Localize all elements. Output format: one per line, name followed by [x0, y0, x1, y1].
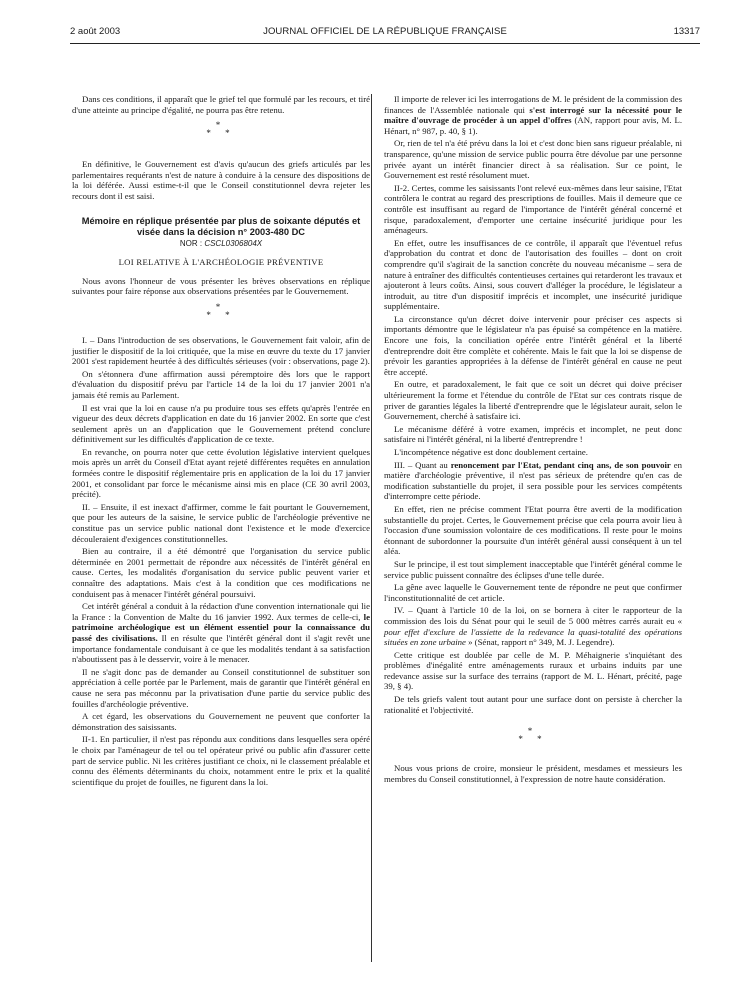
paragraph	[384, 94, 682, 136]
paragraph	[384, 460, 682, 502]
text-run: Il en résulte que l'intérêt général dont il s'agit revêt une importance fondamentale conduisant à ce que les modalités tendant à sa satisfaction n'aboutissent pas à le desservir, voire à le menacer.	[72, 632, 370, 665]
paragraph: De tels griefs valent tout autant pour une surface dont on persiste à chercher la rationalité et l'objectivité.	[384, 694, 682, 715]
paragraph: Or, rien de tel n'a été prévu dans la loi et c'est donc bien sans rigueur préalable, ni transparence, qu'une mission de service public pourra être dévolue par une personne privée ayant un intérêt financier direct à sa réalisation. Sur ce point, le Gouvernement est resté résolument muet.	[384, 138, 682, 181]
paragraph	[72, 601, 370, 665]
law-title: LOI RELATIVE À L'ARCHÉOLOGIE PRÉVENTIVE	[118, 257, 324, 268]
text-run: (AN, rapport pour avis, M. L. Hénart, n° 987, p. 40, § 1).	[384, 115, 683, 136]
text-run: IV. – Quant à l'article 10 de la loi, on se bornera à citer le rapporteur de la commission des lois du Sénat pour qui le seuil de 5 000 mètres carrés aurait eu «	[384, 605, 682, 626]
page-header	[70, 26, 700, 40]
paragraph: Il ne s'agit donc pas de demander au Conseil constitutionnel de substituer son appréciation à celle portée par le Parlement, mais de garantir que l'intérêt général en cause ne sera pas méconnu par la privatisation d'une partie du service public des fouilles d'archéologie préventive.	[72, 666, 370, 709]
text-run: » (Sénat, rapport n° 349, M. J. Legendre).	[468, 637, 615, 648]
bold-phrase: renoncement par l'Etat, pendant cinq ans, de son pouvoir	[450, 459, 671, 470]
paragraph: En effet, outre les insuffisances de ce contrôle, il apparaît que l'éventuel refus d'approbation du contrat et donc de l'autorisation des fouilles – dont on croit comprendre qu'il s'agirait de la sanction concrète du nouveau mécanisme – sera de nature à entraîner des difficultés contentieuses certaines qui retarderont les travaux et ajouteront à leurs coûts. Ainsi, sous couvert d'alléger la procédure, le législateur a introduit, au titre d'un dispositif imprécis et incomplet, une insécurité juridique supplémentaire.	[384, 237, 682, 312]
paragraph: La gêne avec laquelle le Gouvernement tente de répondre ne peut que confirmer l'inconstitutionnalité de cet article.	[384, 582, 682, 603]
paragraph: Le mécanisme déféré à votre examen, imprécis et incomplet, ne peut donc satisfaire ni l'intérêt général, ni la liberté d'entreprendre !	[384, 423, 682, 445]
paragraph: I. – Dans l'introduction de ses observations, le Gouvernement fait valoir, afin de justifier le dispositif de la loi critiquée, que la mise en œuvre du texte du 17 janvier 2001 s'est rapidement heurtée à des difficultés sérieuses (voir : observations, page 2).	[72, 334, 370, 367]
paragraph: Sur le principe, il est tout simplement inacceptable que l'intérêt général comme le service public puissent connaître des éclipses d'une telle durée.	[384, 558, 682, 580]
paragraph: Il est vrai que la loi en cause n'a pu produire tous ses effets qu'après l'entrée en vigueur des deux décrets d'application en date du 16 janvier 2002. En sorte que c'est seulement après un an d'application que le Gouvernement prétend conclure définitivement sur les difficultés d'application de ce texte.	[72, 402, 370, 445]
paragraph: Nous vous prions de croire, monsieur le président, mesdames et messieurs les membres du Conseil constitutionnel, à l'expression de notre haute considération.	[384, 763, 682, 784]
left-column	[72, 94, 370, 789]
bold-quote: le patrimoine archéologique est un élément essentiel pour la connaissance du passé des civilisations.	[72, 611, 370, 643]
bold-quote: s'est interrogé sur la nécessité pour le maître d'ouvrage de procéder à un appel d'offres	[384, 104, 683, 126]
italic-quote: pour effet d'exclure de l'assiette de la redevance la quasi-totalité des opérations situées en zone urbaine	[384, 626, 682, 648]
column-divider	[371, 94, 372, 962]
paragraph: En définitive, le Gouvernement est d'avis qu'aucun des griefs articulés par les parlementaires requérants n'est de nature à conduire à la censure des dispositions de la loi déférée. Aussi estime-t-il que le Conseil constitutionnel devra rejeter les recours dont il est saisi.	[72, 159, 370, 201]
paragraph: Bien au contraire, il a été démontré que l'organisation du service public déterminée en 2001 permettait de répondre aux nécessités de l'intérêt général en cause. Certes, les modalités d'organisation du service public peuvent varier et connaître des adaptations. Mais c'est à la condition que ces modifications ne conduisent pas à menacer l'intérêt général poursuivi.	[72, 546, 370, 599]
paragraph: II. – Ensuite, il est inexact d'affirmer, comme le fait pourtant le Gouvernement, que pour les auteurs de la saisine, le service public de l'archéologie préventive ne constitue pas un service public national dont l'existence et le mode d'exercice découleraient d'exigences constitutionnelles.	[72, 501, 370, 544]
paragraph: En outre, et paradoxalement, le fait que ce soit un décret qui doive préciser ultérieurement la forme et l'étendue du contrôle de l'Etat sur ces contrats risque de priver de garanties légales la liberté d'entreprendre que le législateur aurait, selon le Gouvernement, cherché à satisfaire ici.	[384, 379, 682, 422]
paragraph: On s'étonnera d'une affirmation aussi péremptoire dès lors que le rapport d'évaluation du dispositif prévu par l'article 14 de la loi du 17 janvier 2001 n'a jamais été remis au Parlement.	[72, 368, 370, 400]
section-separator-stars: * * *	[518, 726, 548, 745]
paragraph: A cet égard, les observations du Gouvernement ne peuvent que conforter la démonstration des saisissants.	[72, 711, 370, 732]
header-journal-title: JOURNAL OFFICIEL DE LA RÉPUBLIQUE FRANÇAISE	[263, 26, 507, 37]
section-separator-stars: * * *	[206, 301, 236, 320]
paragraph: Dans ces conditions, il apparaît que le grief tel que formulé par les recours, et tiré d'une atteinte au principe d'égalité, ne pourra pas être retenu.	[72, 94, 370, 115]
paragraph: La circonstance qu'un décret doive intervenir pour préciser ces aspects si importants démontre que le législateur n'a pas épuisé sa compétence en la matière. Encore une fois, la conciliation opérée entre l'intérêt général et la liberté d'entreprendre doit être complète et cohérente. Mais le fait que la loi se dispense de prévoir les garanties appropriées à la défense de l'intérêt général en cause ne peut être accepté.	[384, 313, 682, 377]
paragraph: II-2. Certes, comme les saisissants l'ont relevé eux-mêmes dans leur saisine, l'Etat contrôlera le contrat au regard des prescriptions de fouilles. Mais il demeure que ce contrôle est insuffisant au regard de l'importance de l'intérêt général concerné et risque, paradoxalement, d'emporter une certaine insécurité juridique pour les aménageurs.	[384, 182, 682, 236]
paragraph: Nous avons l'honneur de vous présenter les brèves observations en réplique suivantes pour faire réponse aux observations présentées par le Gouvernement.	[72, 275, 370, 297]
paragraph: Cette critique est doublée par celle de M. P. Méhaignerie s'inquiétant des problèmes d'inégalité entre aménagements ruraux et urbains induits par une redevance assise sur la surface des terrains (rapport de M. L. Hénart, précité, page 39, § 4).	[384, 649, 682, 692]
memoire-title: Mémoire en réplique présentée par plus de soixante députés et visée dans la décision n° 2003-480 DC	[81, 215, 361, 237]
nor-code: CSCL0306804X	[204, 238, 263, 248]
right-column	[384, 94, 682, 786]
header-rule	[70, 43, 700, 44]
section-separator-stars: * * *	[206, 120, 236, 139]
header-page-number: 13317	[673, 26, 700, 37]
paragraph: L'incompétence négative est donc doublement certaine.	[394, 447, 588, 457]
text-run: Il importe de relever ici les interrogations de M. le président de la commission des finances de l'Assemblée nationale qui	[384, 94, 682, 115]
paragraph: En effet, rien ne précise comment l'Etat pourra être averti de la modification substantielle du projet. Certes, le Gouvernement précise que cela pourra avoir lieu à l'occasion d'une soumission volontaire de ces modifications. Il reste pour le moins étonnant de subordonner la poursuite d'un intérêt général aussi conséquent à un tel aléa.	[384, 503, 682, 557]
paragraph: II-1. En particulier, il n'est pas répondu aux conditions dans lesquelles sera opéré le choix par l'aménageur de tel ou tel opérateur privé ou public afin d'assurer cette part de service public. Ni les critères justifiant ce choix, ni le classement préalable et connu des éléments déterminants du choix, notamment entre le prix et la qualité scientifique du projet de fouilles, ne figurent dans la loi.	[72, 734, 370, 787]
text-run: III. – Quant au	[394, 459, 448, 470]
nor-reference	[72, 239, 370, 250]
paragraph: En revanche, on pourra noter que cette évolution législative intervient quelques mois après un arrêt du Conseil d'Etat ayant rejeté différentes requêtes en annulation formées contre le dispositif réglementaire pris en application de la loi du 17 janvier 2001, et consolidant par force le mécanisme ainsi mis en place (CE 30 avril 2003, précité).	[72, 446, 370, 500]
header-date: 2 août 2003	[70, 26, 121, 37]
nor-label: NOR :	[179, 238, 203, 248]
paragraph	[384, 605, 682, 647]
text-run: en matière d'archéologie préventive, il n'est pas sérieux de prétendre qu'en cas de modification substantielle du projet, il sera possible pour les services compétents d'interrompre cette période.	[384, 459, 682, 502]
text-run: Cet intérêt général a conduit à la rédaction d'une convention internationale qui lie la France : la Convention de Malte du 16 janvier 1992. Aux termes de celle-ci,	[72, 601, 370, 622]
